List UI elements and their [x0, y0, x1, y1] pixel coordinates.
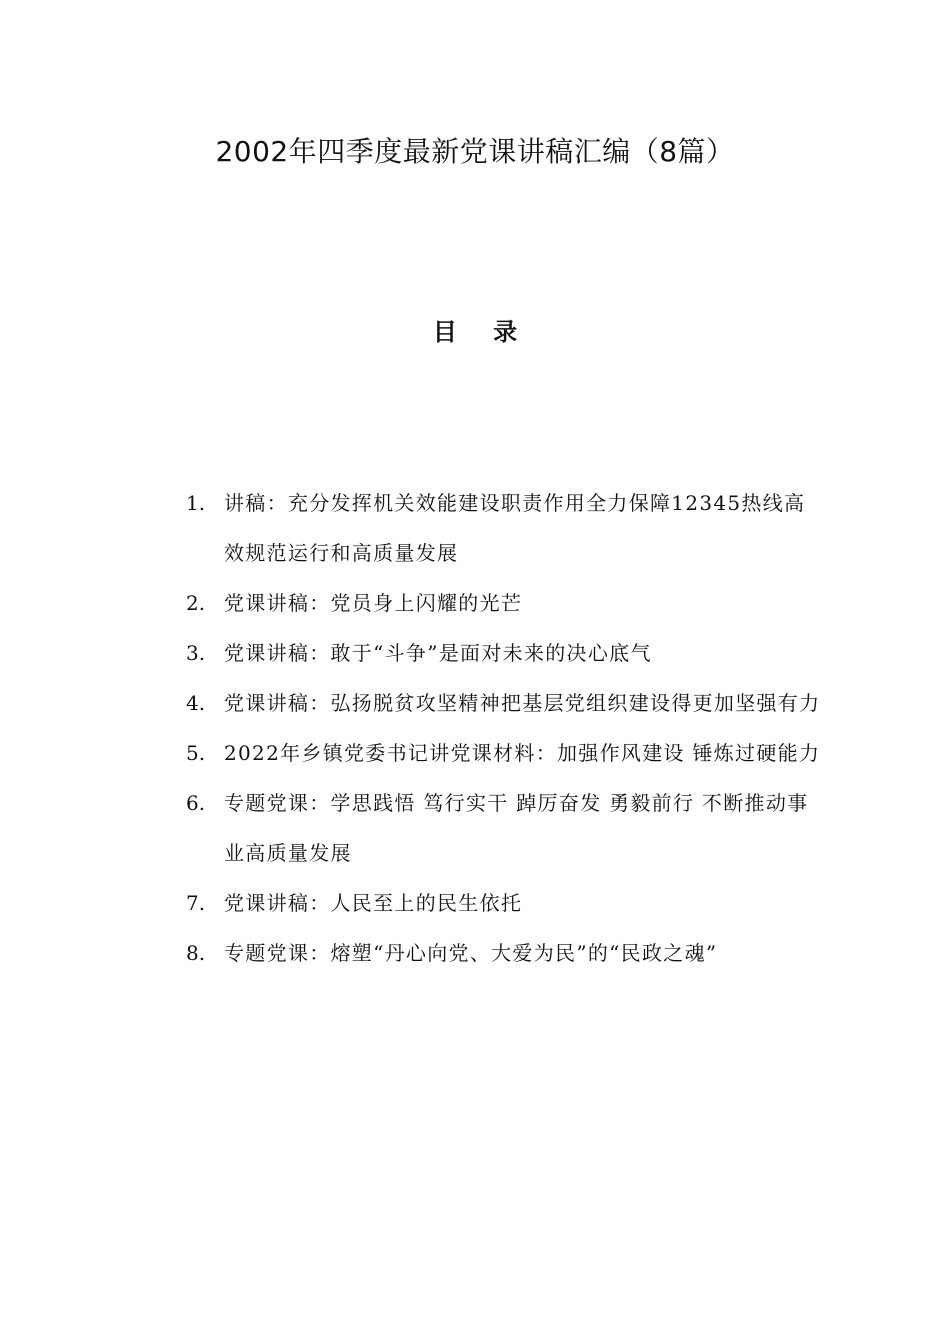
toc-item-text: 党课讲稿：敢于“斗争”是面对未来的决心底气	[224, 641, 652, 665]
document-title: 2002年四季度最新党课讲稿汇编（8篇）	[215, 135, 735, 168]
toc-item-7	[186, 878, 826, 928]
toc-item-number: 7.	[186, 891, 206, 915]
toc-item-text: 党课讲稿：党员身上闪耀的光芒	[224, 591, 523, 615]
toc-item-2	[186, 578, 826, 628]
toc-item-number: 6.	[186, 791, 206, 815]
toc-item-text: 专题党课：熔塑“丹心向党、大爱为民”的“民政之魂”	[224, 941, 718, 965]
toc-item-text: 党课讲稿：人民至上的民生依托	[224, 891, 523, 915]
toc-item-1	[186, 478, 826, 578]
toc-item-number: 5.	[186, 741, 206, 765]
toc-heading: 目 录	[432, 317, 518, 346]
toc-item-text: 2022年乡镇党委书记讲党课材料：加强作风建设 锤炼过硬能力	[224, 741, 821, 765]
toc-item-number: 8.	[186, 941, 206, 965]
toc-item-number: 1.	[186, 491, 206, 515]
toc-item-6	[186, 778, 826, 878]
toc-item-number: 2.	[186, 591, 206, 615]
toc-item-3	[186, 628, 826, 678]
toc-item-5	[186, 728, 826, 778]
toc-item-text: 专题党课：学思践悟 笃行实干 踔厉奋发 勇毅前行 不断推动事业高质量发展	[224, 791, 809, 865]
toc-item-number: 3.	[186, 641, 206, 665]
toc-item-text: 讲稿：充分发挥机关效能建设职责作用全力保障12345热线高效规范运行和高质量发展	[224, 491, 806, 565]
toc-item-number: 4.	[186, 691, 206, 715]
table-of-contents	[186, 478, 826, 978]
toc-item-8	[186, 928, 826, 978]
toc-item-4	[186, 678, 826, 728]
toc-item-text: 党课讲稿：弘扬脱贫攻坚精神把基层党组织建设得更加坚强有力	[224, 691, 821, 715]
